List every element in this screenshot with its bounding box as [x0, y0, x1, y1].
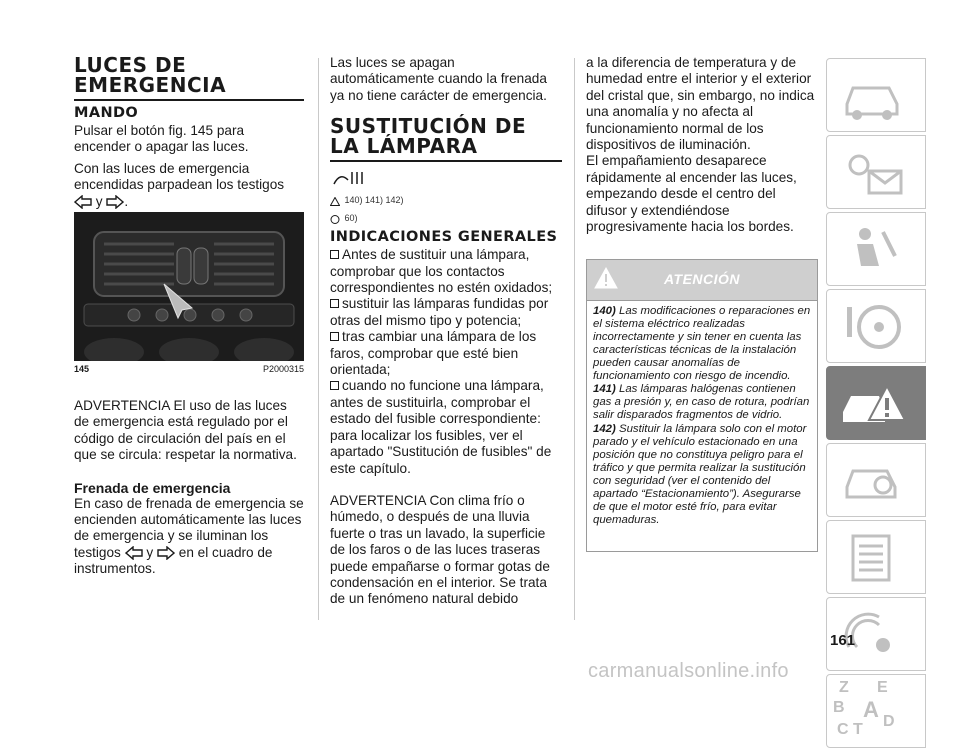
tab-car[interactable]	[826, 58, 926, 132]
warning-refs: 140) 141) 142)	[330, 192, 562, 206]
tab-car-emergency[interactable]	[826, 366, 926, 440]
column-divider	[318, 58, 319, 620]
column-divider	[574, 58, 575, 620]
tab-index[interactable]	[826, 674, 926, 748]
index-letter: T	[853, 721, 863, 738]
paragraph: El empañamiento desaparece rápidamente al encender las luces, empezando desde el centro del difusor y extendiéndose progresivamente hacia los bordes.	[586, 153, 797, 235]
paragraph: a la diferencia de temperatura y de humedad entre el interior y el exterior del cristal que, sin embargo, no indica una anomalía y no afecta al funcionamiento normal de los dispositivos de iluminación.	[586, 55, 815, 153]
figure-caption	[74, 364, 304, 374]
paragraph: ADVERTENCIA El uso de las luces de emergencia está regulado por el código de circulación del país en el que se circula: respetar la normativa.	[74, 398, 297, 463]
hazard-arrow-right-icon	[106, 195, 124, 209]
section-title: SUSTITUCIÓN DE LA LÁMPARA	[330, 116, 562, 162]
warning-box	[586, 259, 818, 552]
tab-spec-list[interactable]	[826, 520, 926, 594]
column-3	[586, 55, 818, 235]
hazard-arrow-left-icon	[125, 546, 143, 560]
index-letter: B	[833, 699, 845, 716]
seat-airbag-icon	[839, 222, 909, 278]
list-item: sustituir las lámparas fundidas por otras del mismo tipo y potencia;	[330, 296, 549, 328]
section-title: LUCES DE EMERGENCIA	[74, 55, 304, 101]
car-service-icon	[839, 453, 909, 509]
list-item: Antes de sustituir una lámpara, comprobar que los contactos correspondientes no estén oxidados;	[330, 247, 553, 296]
index-letter: C	[837, 721, 849, 738]
warning-triangle-icon	[330, 197, 340, 206]
figure-number: 145	[74, 364, 90, 374]
note-hand-icon	[330, 215, 340, 224]
column-1	[74, 55, 304, 210]
paragraph: ADVERTENCIA Con clima frío o húmedo, o después de una lluvia fuerte o tras un lavado, la superficie de los faros o de las luces traseras puede empañarse o formar gotas de condensación en el interior. Se trata de un fenómeno natural debido	[330, 492, 550, 607]
bullet-icon	[330, 332, 339, 341]
paragraph: Con las luces de emergencia encendidas parpadean los testigos y .	[74, 160, 285, 209]
column-1-lower	[74, 398, 304, 578]
tab-steering-wheel[interactable]	[826, 289, 926, 363]
car-emergency-icon	[839, 376, 909, 432]
paragraph: Las luces se apagan automáticamente cuando la frenada ya no tiene carácter de emergencia.	[330, 55, 547, 103]
bullet-icon	[330, 299, 339, 308]
index-letter: Z	[839, 679, 849, 696]
paragraph: En caso de frenada de emergencia se encienden automáticamente las luces de emergencia y se iluminan los testigos y en el cuadro de instrumentos.	[74, 495, 304, 577]
subsection-title: MANDO	[74, 105, 139, 121]
lamp-icon	[330, 168, 370, 190]
subsection-title: Frenada de emergencia	[74, 479, 231, 496]
hazard-arrow-right-icon	[157, 546, 175, 560]
tab-sun-mail[interactable]	[826, 135, 926, 209]
index-letter: D	[883, 713, 895, 730]
note-refs: 60)	[330, 210, 562, 224]
lamp-icon-row	[330, 168, 562, 192]
bullet-icon	[330, 250, 339, 259]
paragraph: Pulsar el botón fig. 145 para encender o apagar las luces.	[74, 123, 249, 155]
warning-item: 141) Las lámparas halógenas contienen gas a presión y, en caso de rotura, podrían salir disparados fragmentos de vidrio.	[593, 383, 810, 422]
bullet-icon	[330, 381, 339, 390]
warning-title: ATENCIÓN	[663, 271, 741, 287]
dashboard-photo-icon	[74, 212, 304, 361]
warning-item: 140) Las modificaciones o reparaciones en el sistema eléctrico realizadas incorrectamente y sin tener en cuenta las características técnicas de la instalación pueden causar anomalías de funcionamiento con riesgo de incendio.	[593, 305, 811, 382]
list-item: cuando no funcione una lámpara, antes de sustituirla, comprobar el estado del fusible correspondiente: para localizar los fusibles, ver el apartado "Sustitución de fusibles" de este capítulo.	[330, 378, 552, 476]
spec-list-icon	[839, 530, 909, 586]
watermark: carmanualsonline.info	[588, 660, 789, 682]
warning-header	[587, 260, 817, 301]
list-item: tras cambiar una lámpara de los faros, comprobar que esté bien orientada;	[330, 329, 537, 378]
column-2	[330, 55, 562, 608]
sun-mail-icon	[839, 145, 909, 201]
tab-car-service[interactable]	[826, 443, 926, 517]
subsection-title: INDICACIONES GENERALES	[330, 229, 558, 246]
car-icon	[839, 68, 909, 124]
figure-code: P2000315	[262, 364, 304, 374]
warning-body	[587, 301, 817, 531]
warning-item: 142) Sustituir la lámpara solo con el motor parado y el vehículo estacionado en una posición que no constituya peligro para el tráfico y que permita realizar la sustitución con seguridad (ver el contenido del apartado “Estacionamiento”). Asegurarse de que el motor esté frío, para evitar quemaduras.	[593, 423, 807, 526]
steering-wheel-icon	[839, 299, 909, 355]
page-number: 161	[830, 632, 856, 649]
tab-seat-airbag[interactable]	[826, 212, 926, 286]
figure-145-photo	[74, 212, 304, 361]
hazard-arrow-left-icon	[74, 195, 92, 209]
index-letter: A	[863, 697, 879, 722]
index-letter: E	[877, 679, 888, 696]
